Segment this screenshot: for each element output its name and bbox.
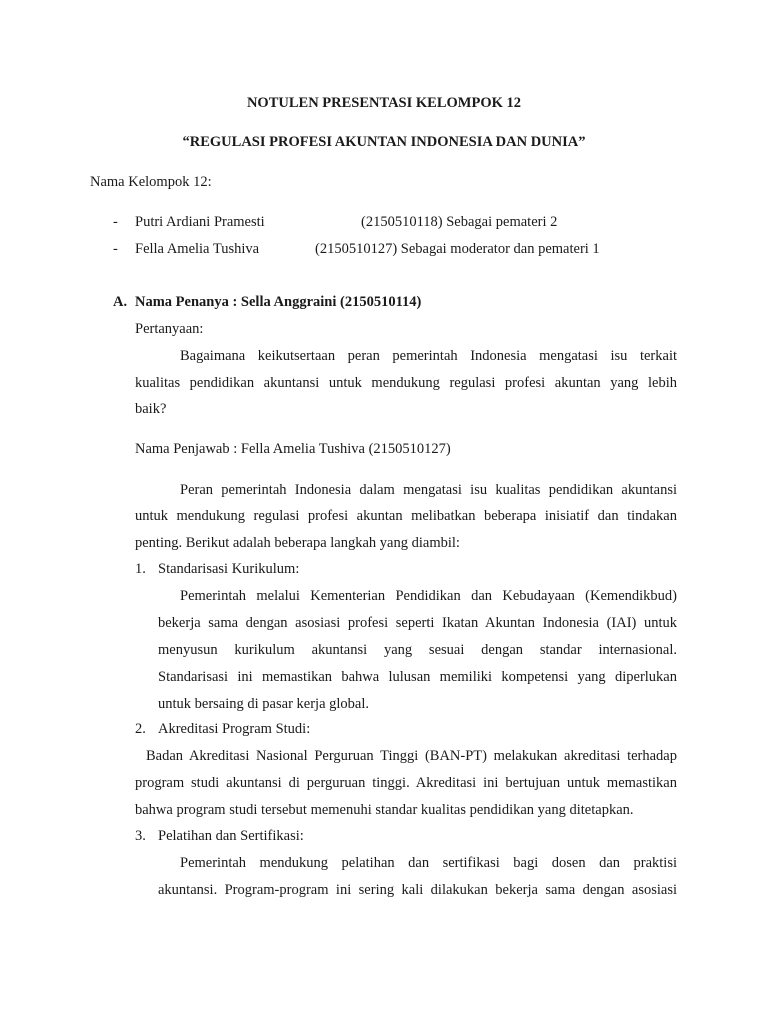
answerer-label: Nama Penjawab : Fella Amelia Tushiva (2150510127) — [135, 441, 451, 457]
list-item-line: untuk bersaing di pasar kerja global. — [158, 696, 369, 712]
group-label: Nama Kelompok 12: — [90, 174, 212, 190]
member-info: (2150510118) Sebagai pemateri 2 — [361, 214, 558, 230]
list-item-title: Akreditasi Program Studi: — [158, 721, 311, 737]
list-number: 2. — [135, 721, 146, 737]
list-item-line: Pemerintah mendukung pelatihan dan sertifikasi bagi dosen dan praktisi — [180, 855, 677, 871]
answer-intro-line: untuk mendukung regulasi profesi akuntan melibatkan beberapa inisiatif dan tindakan — [135, 508, 677, 524]
list-item-title: Standarisasi Kurikulum: — [158, 561, 300, 577]
list-item-line: bahwa program studi tersebut memenuhi standar kualitas pendidikan yang ditetapkan. — [135, 802, 634, 818]
question-label: Pertanyaan: — [135, 321, 204, 337]
member-name: Fella Amelia Tushiva — [135, 241, 260, 257]
list-item-line: bekerja sama dengan asosiasi profesi seperti Ikatan Akuntan Indonesia (IAI) untuk — [158, 615, 677, 631]
section-marker: A. — [113, 294, 128, 310]
member-name: Putri Ardiani Pramesti — [135, 214, 265, 230]
section-heading: Nama Penanya : Sella Anggraini (2150510114) — [135, 294, 422, 310]
list-number: 3. — [135, 828, 146, 844]
member-info: (2150510127) Sebagai moderator dan pemateri 1 — [315, 241, 600, 257]
list-item-line: Pemerintah melalui Kementerian Pendidikan dan Kebudayaan (Kemendikbud) — [180, 588, 677, 604]
list-item-line: Badan Akreditasi Nasional Perguruan Tinggi (BAN-PT) melakukan akreditasi terhadap — [146, 748, 677, 764]
answer-intro-line: penting. Berikut adalah beberapa langkah yang diambil: — [135, 535, 460, 551]
answer-intro-line: Peran pemerintah Indonesia dalam mengatasi isu kualitas pendidikan akuntansi — [180, 482, 677, 498]
document-subtitle: “REGULASI PROFESI AKUNTAN INDONESIA DAN DUNIA” — [182, 134, 586, 150]
question-line: Bagaimana keikutsertaan peran pemerintah Indonesia mengatasi isu terkait — [180, 348, 677, 364]
member-dash: - — [113, 241, 118, 257]
document-title: NOTULEN PRESENTASI KELOMPOK 12 — [246, 95, 522, 111]
list-item-title: Pelatihan dan Sertifikasi: — [158, 828, 304, 844]
question-line: baik? — [135, 401, 167, 417]
question-line: kualitas pendidikan akuntansi untuk mendukung regulasi profesi akuntan yang lebih — [135, 375, 677, 391]
list-item-line: program studi akuntansi di perguruan tinggi. Akreditasi ini bertujuan untuk memastikan — [135, 775, 677, 791]
list-number: 1. — [135, 561, 146, 577]
list-item-line: Standarisasi ini memastikan bahwa lulusan memiliki kompetensi yang diperlukan — [158, 669, 677, 685]
list-item-line: akuntansi. Program-program ini sering kali dilakukan bekerja sama dengan asosiasi — [158, 882, 677, 898]
member-dash: - — [113, 214, 118, 230]
list-item-line: menyusun kurikulum akuntansi yang sesuai dengan standar internasional. — [158, 642, 677, 658]
